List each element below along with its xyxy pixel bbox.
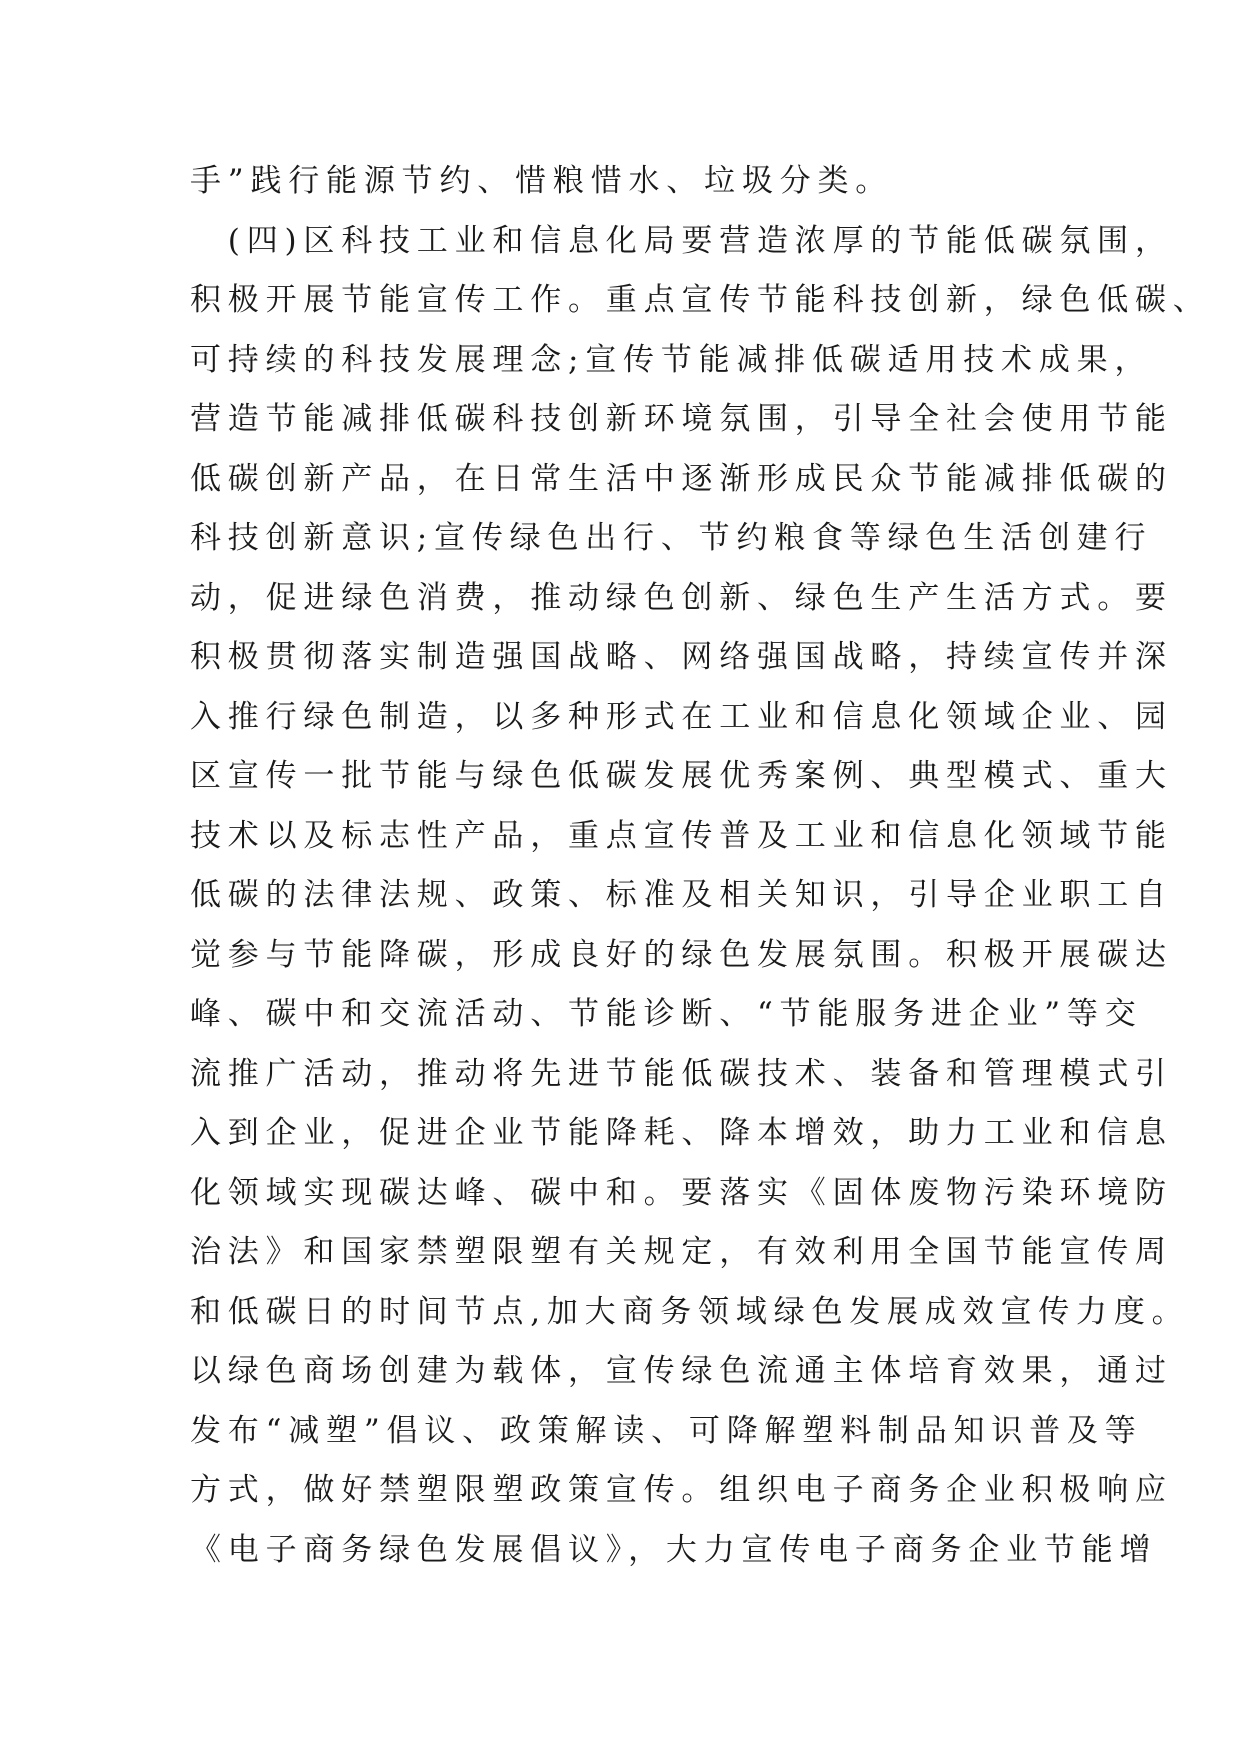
- text-line-13: 低碳的法律法规、政策、标准及相关知识，引导企业职工自: [190, 877, 1173, 913]
- text-line-16: 流推广活动，推动将先进节能低碳技术、装备和管理模式引: [190, 1055, 1173, 1092]
- text-line-23: 方式，做好禁塑限塑政策宣传。组织电子商务企业积极响应: [190, 1472, 1173, 1508]
- text-line-10: 入推行绿色制造，以多种形式在工业和信息化领域企业、园: [190, 698, 1173, 735]
- text-line-22: 发布“减塑”倡议、政策解读、可降解塑料制品知识普及等: [190, 1412, 1143, 1449]
- text-line-8: 动，促进绿色消费，推动绿色创新、绿色生产生活方式。要: [190, 579, 1173, 616]
- text-line-14: 觉参与节能降碳，形成良好的绿色发展氛围。积极开展碳达: [190, 936, 1173, 973]
- text-line-9: 积极贯彻落实制造强国战略、网络强国战略，持续宣传并深: [190, 639, 1173, 675]
- text-line-12: 技术以及标志性产品，重点宣传普及工业和信息化领域节能: [190, 817, 1173, 854]
- body-text: [190, 152, 1211, 1580]
- text-line-7: 科技创新意识;宣传绿色出行、节约粮食等绿色生活创建行: [190, 520, 1153, 556]
- text-line-24: 《电子商务绿色发展倡议》，大力宣传电子商务企业节能增: [190, 1531, 1158, 1568]
- text-line-6: 低碳创新产品，在日常生活中逐渐形成民众节能减排低碳的: [190, 460, 1173, 497]
- text-line-5: 营造节能减排低碳科技创新环境氛围，引导全社会使用节能: [190, 401, 1173, 437]
- text-line-21: 以绿色商场创建为载体，宣传绿色流通主体培育效果，通过: [190, 1353, 1173, 1389]
- text-line-20: 和低碳日的时间节点,加大商务领域绿色发展成效宣传力度。: [190, 1293, 1190, 1330]
- text-line-15: 峰、碳中和交流活动、节能诊断、“节能服务进企业”等交: [190, 996, 1143, 1032]
- text-line-19: 治法》和国家禁塑限塑有关规定，有效利用全国节能宣传周: [190, 1234, 1173, 1270]
- text-line-18: 化领域实现碳达峰、碳中和。要落实《固体废物污染环境防: [190, 1174, 1173, 1211]
- text-line-4: 可持续的科技发展理念;宣传节能减排低碳适用技术成果，: [190, 341, 1153, 378]
- text-line-17: 入到企业，促进企业节能降耗、降本增效，助力工业和信息: [190, 1115, 1173, 1151]
- text-line-2: (四)区科技工业和信息化局要营造浓厚的节能低碳氛围，: [190, 222, 1173, 259]
- text-line-11: 区宣传一批节能与绿色低碳发展优秀案例、典型模式、重大: [190, 758, 1173, 794]
- text-line-3: 积极开展节能宣传工作。重点宣传节能科技创新，绿色低碳、: [190, 282, 1211, 318]
- text-line-1: 手”践行能源节约、惜粮惜水、垃圾分类。: [190, 163, 894, 199]
